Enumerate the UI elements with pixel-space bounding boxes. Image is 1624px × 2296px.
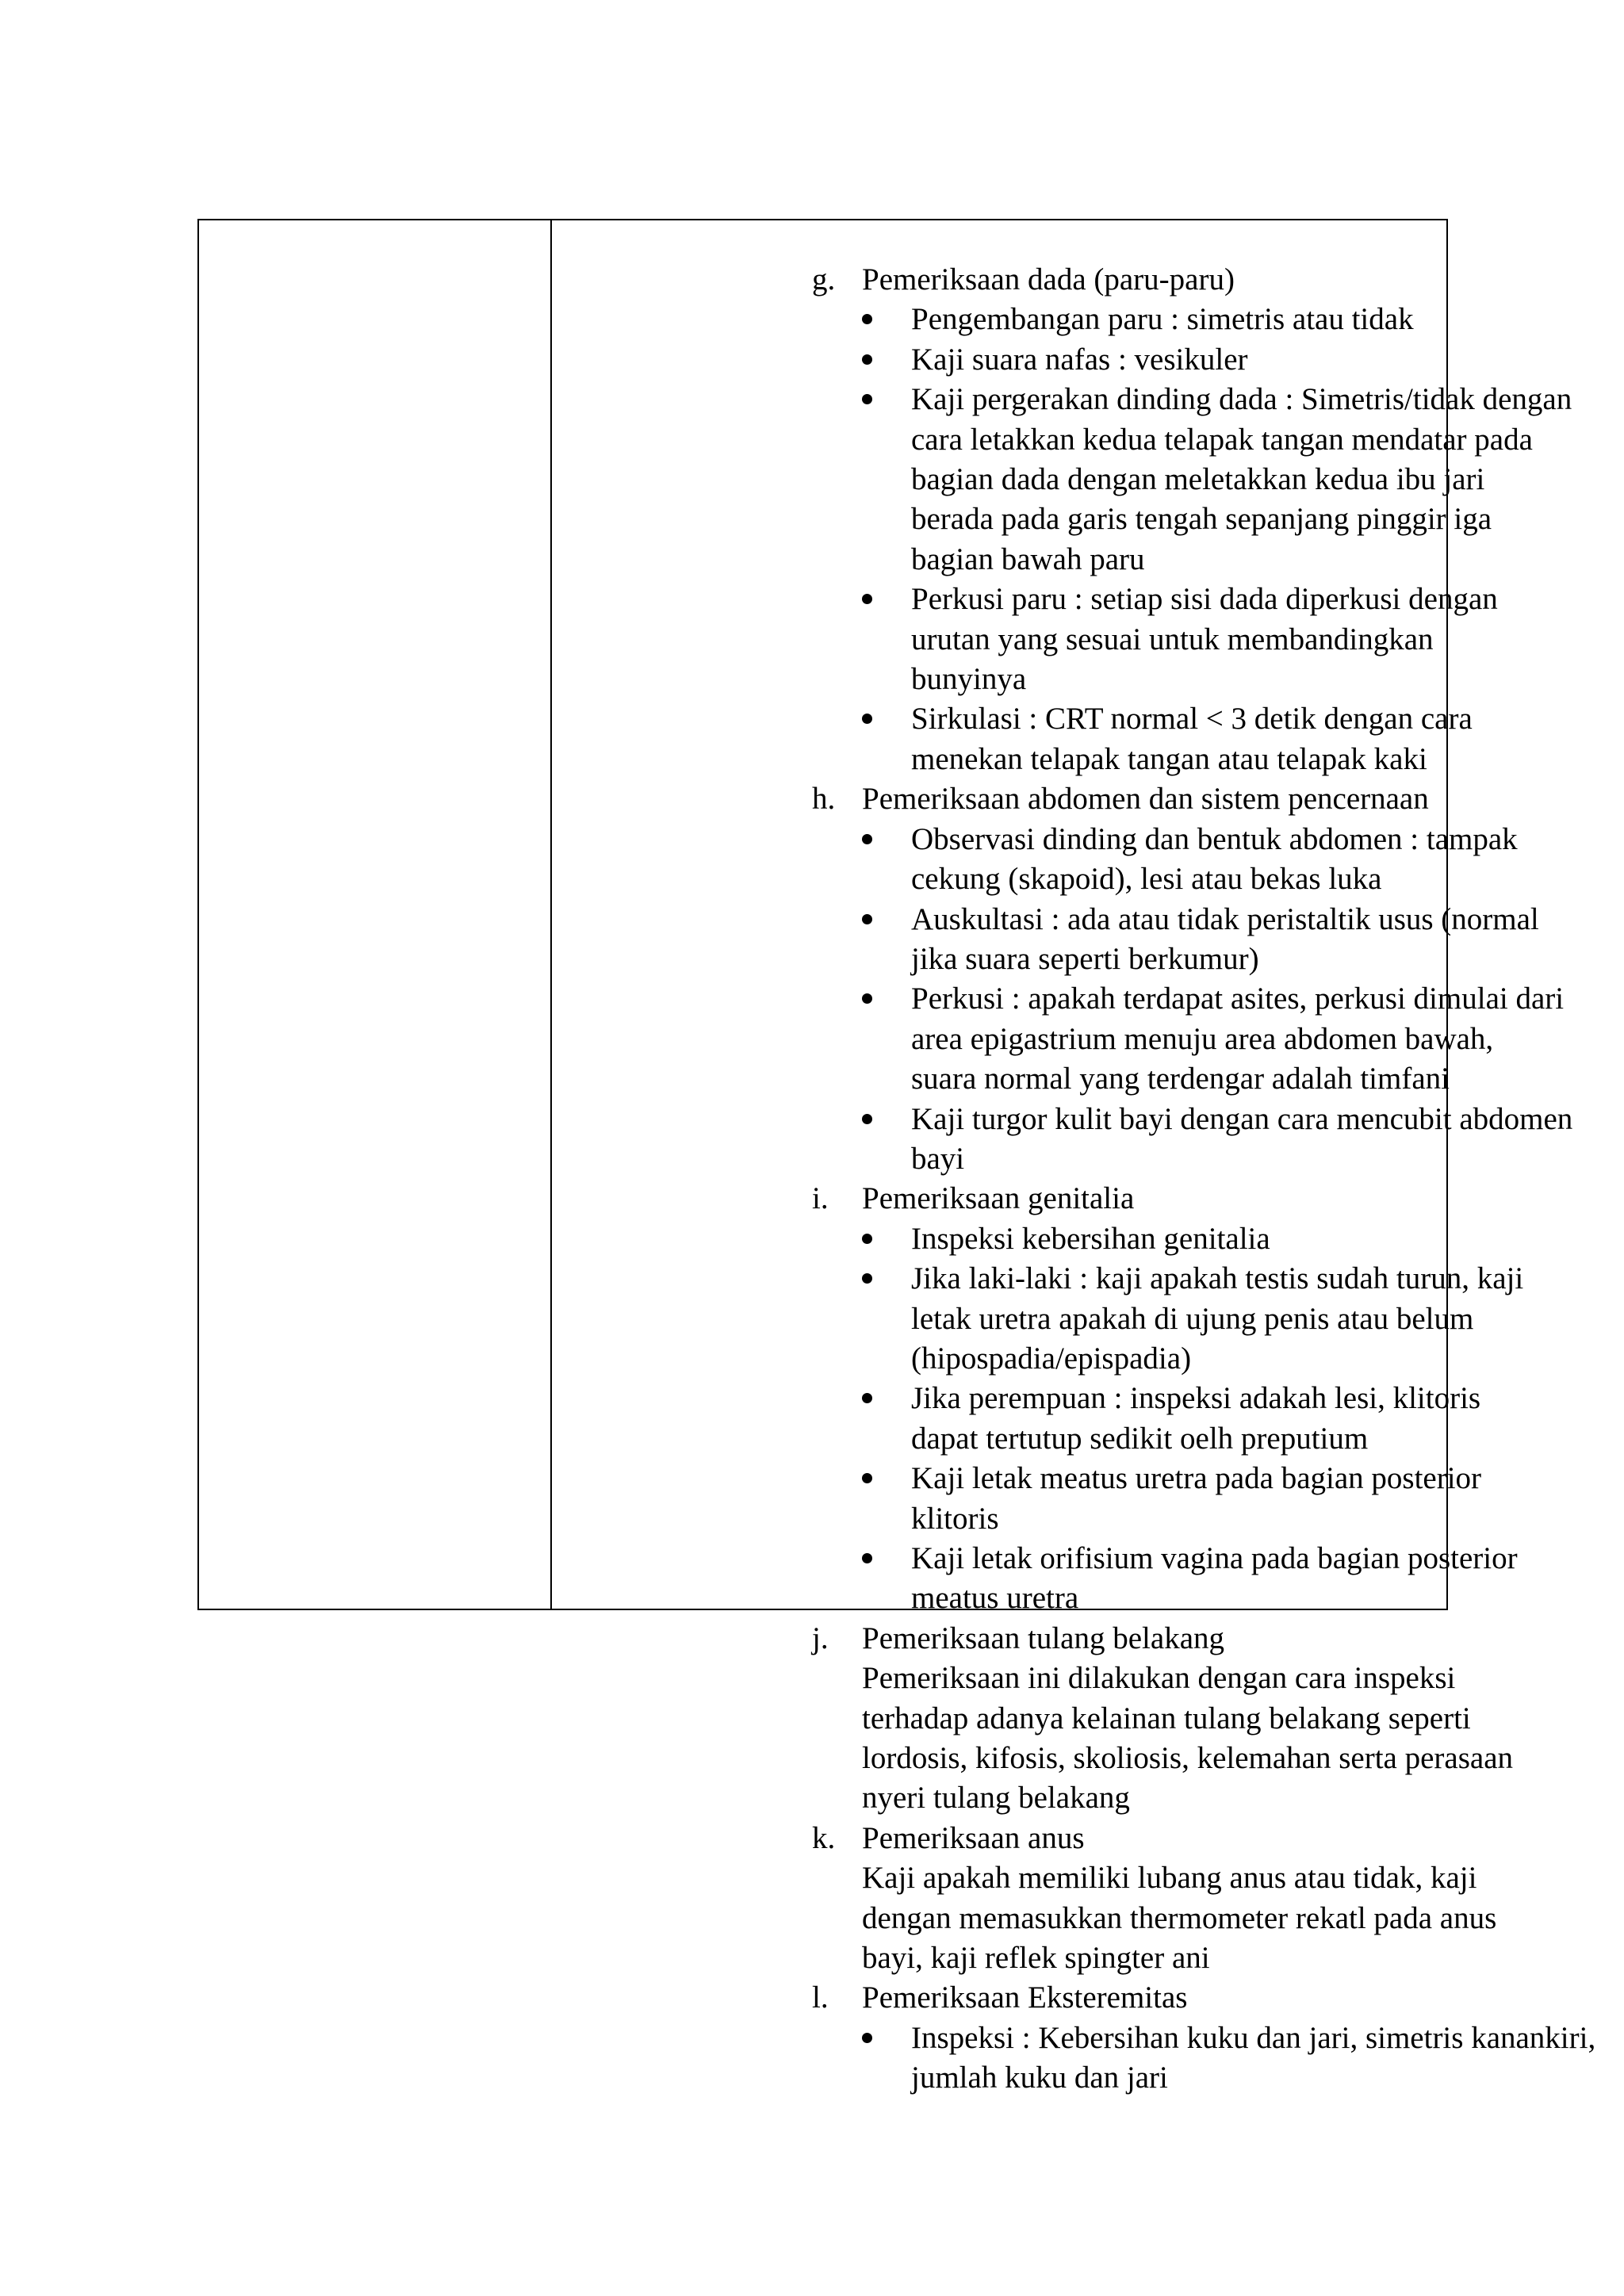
bullet-line: Pengembangan paru : simetris atau tidak <box>911 302 1414 337</box>
section-letter: j. <box>812 1621 829 1655</box>
bullet-dot-icon <box>862 394 872 404</box>
bullet-dot-icon <box>862 1114 872 1124</box>
paragraph-line: Kaji apakah memiliki lubang anus atau tidak, kaji <box>862 1861 1477 1896</box>
bullet-line: (hipospadia/epispadia) <box>911 1341 1192 1376</box>
bullet-dot-icon <box>862 2033 872 2043</box>
section-heading <box>199 1819 1446 1858</box>
section-title: Pemeriksaan Eksteremitas <box>862 1980 1188 2015</box>
bullet-line: Jika perempuan : inspeksi adakah lesi, klitoris <box>911 1381 1481 1416</box>
bullet-line: Jika laki-laki : kaji apakah testis sudah turun, kaji <box>911 1261 1524 1296</box>
bullet-line: klitoris <box>911 1501 999 1536</box>
table-right-cell-content <box>199 260 1596 2099</box>
bullet-line: Kaji suara nafas : vesikuler <box>911 342 1248 377</box>
section-title: Pemeriksaan abdomen dan sistem pencernaan <box>862 782 1429 817</box>
bullet-line: Perkusi paru : setiap sisi dada diperkusi dengan <box>911 582 1498 617</box>
bullet-dot-icon <box>862 1553 872 1563</box>
bullet-item <box>199 380 1572 580</box>
section-paragraph <box>199 1858 1497 1978</box>
bullet-dot-icon <box>862 1234 872 1244</box>
bullet-line: suara normal yang terdengar adalah timfani <box>911 1062 1450 1096</box>
bullet-line: Inspeksi kebersihan genitalia <box>911 1221 1270 1256</box>
section-heading <box>199 779 1446 819</box>
section-title: Pemeriksaan tulang belakang <box>862 1621 1225 1655</box>
section-letter: i. <box>812 1181 829 1216</box>
section-heading <box>199 260 1446 300</box>
bullet-item <box>199 1259 1524 1379</box>
paragraph-line: bayi, kaji reflek spingter ani <box>862 1941 1210 1976</box>
section-letter: k. <box>812 1820 836 1855</box>
bullet-item <box>199 1459 1482 1539</box>
bullet-line: bagian bawah paru <box>911 541 1145 576</box>
paragraph-line: terhadap adanya kelainan tulang belakang seperti <box>862 1701 1471 1735</box>
section-letter: h. <box>812 782 836 817</box>
bullet-dot-icon <box>862 1273 872 1284</box>
bullet-line: Kaji pergerakan dinding dada : Simetris/tidak dengan <box>911 382 1572 417</box>
bullet-line: berada pada garis tengah sepanjang pinggir iga <box>911 502 1492 537</box>
bullet-line: cara letakkan kedua telapak tangan mendatar pada <box>911 422 1533 457</box>
bullet-line: Observasi dinding dan bentuk abdomen : tampak <box>911 821 1518 856</box>
bullet-line: bayi <box>911 1141 965 1176</box>
bullet-line: bagian dada dengan meletakkan kedua ibu jari <box>911 462 1485 497</box>
bullet-item <box>199 1379 1481 1459</box>
section-heading <box>199 1978 1446 2018</box>
bullet-dot-icon <box>862 1393 872 1403</box>
bullet-line: Perkusi : apakah terdapat asites, perkusi dimulai dari <box>911 982 1565 1016</box>
bullet-item <box>199 580 1498 699</box>
document-table <box>197 219 1596 2095</box>
bullet-item <box>199 2019 1596 2099</box>
bullet-line: bunyinya <box>911 662 1027 697</box>
bullet-line: jika suara seperti berkumur) <box>911 941 1259 976</box>
section-title: Pemeriksaan anus <box>862 1820 1085 1855</box>
bullet-item <box>199 979 1565 1099</box>
bullet-item <box>199 699 1473 779</box>
bullet-line: area epigastrium menuju area abdomen bawah, <box>911 1021 1494 1056</box>
bullet-line: urutan yang sesuai untuk membandingkan <box>911 622 1434 656</box>
bullet-line: menekan telapak tangan atau telapak kaki <box>911 741 1427 776</box>
bullet-item <box>199 340 1446 380</box>
bullet-item <box>199 1100 1573 1180</box>
section-title: Pemeriksaan dada (paru-paru) <box>862 262 1235 297</box>
section-heading <box>199 1179 1446 1219</box>
paragraph-line: lordosis, kifosis, skoliosis, kelemahan serta perasaan <box>862 1741 1513 1776</box>
bullet-dot-icon <box>862 314 872 324</box>
bullet-dot-icon <box>862 834 872 844</box>
bullet-line: Kaji letak orifisium vagina pada bagian posterior <box>911 1541 1518 1575</box>
paragraph-line: nyeri tulang belakang <box>862 1781 1130 1816</box>
bullet-dot-icon <box>862 914 872 924</box>
bullet-line: Auskultasi : ada atau tidak peristaltik usus (normal <box>911 901 1539 936</box>
section-paragraph <box>199 1659 1513 1819</box>
section-title: Pemeriksaan genitalia <box>862 1181 1135 1216</box>
bullet-line: Kaji letak meatus uretra pada bagian posterior <box>911 1461 1482 1496</box>
section-letter: g. <box>812 262 836 297</box>
bullet-item <box>199 900 1539 980</box>
paragraph-line: Pemeriksaan ini dilakukan dengan cara inspeksi <box>862 1661 1456 1696</box>
section-letter: l. <box>812 1980 829 2015</box>
bullet-dot-icon <box>862 594 872 604</box>
bullet-item <box>199 1219 1446 1259</box>
bullet-line: Sirkulasi : CRT normal < 3 detik dengan cara <box>911 702 1473 737</box>
section-heading <box>199 1619 1446 1659</box>
bullet-item <box>199 1539 1518 1619</box>
bullet-line: jumlah kuku dan jari <box>911 2061 1168 2095</box>
bullet-line: meatus uretra <box>911 1581 1079 1616</box>
bullet-dot-icon <box>862 714 872 724</box>
bullet-item <box>199 820 1518 900</box>
bullet-item <box>199 300 1446 339</box>
bullet-line: dapat tertutup sedikit oelh preputium <box>911 1421 1369 1456</box>
bullet-line: letak uretra apakah di ujung penis atau belum <box>911 1301 1474 1336</box>
bullet-dot-icon <box>862 354 872 365</box>
paragraph-line: dengan memasukkan thermometer rekatl pada anus <box>862 1900 1497 1935</box>
bullet-line: Kaji turgor kulit bayi dengan cara mencubit abdomen <box>911 1101 1573 1136</box>
bullet-dot-icon <box>862 993 872 1004</box>
bullet-line: Inspeksi : Kebersihan kuku dan jari, simetris kanankiri, <box>911 2020 1596 2055</box>
bullet-dot-icon <box>862 1473 872 1483</box>
bullet-line: cekung (skapoid), lesi atau bekas luka <box>911 862 1382 897</box>
